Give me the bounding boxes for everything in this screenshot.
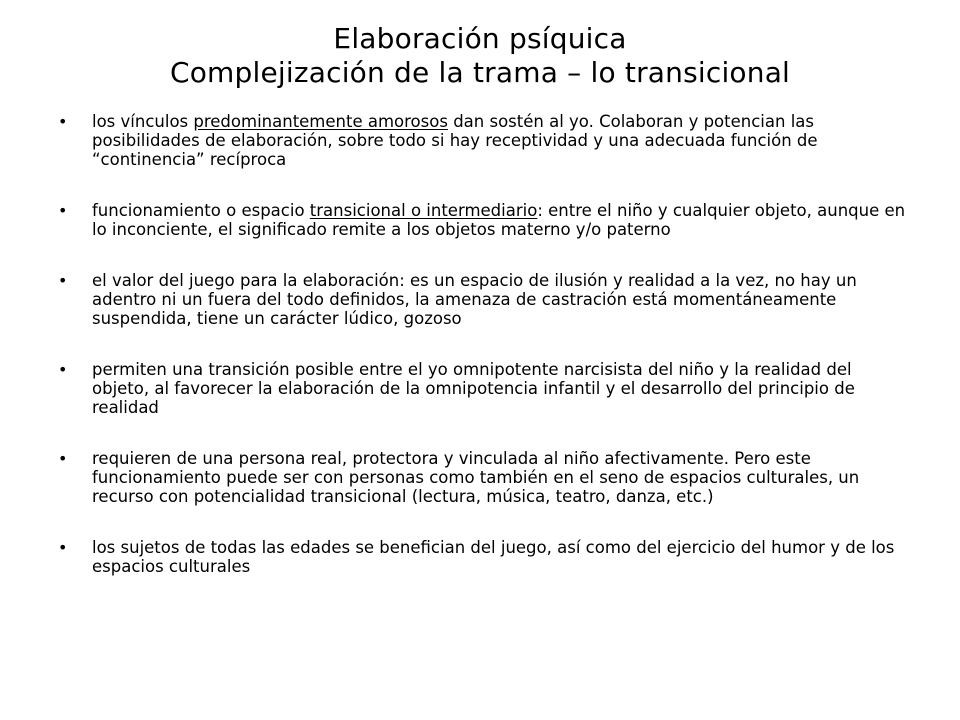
title-line-1: Elaboración psíquica (333, 22, 627, 55)
bullet-icon: • (58, 112, 68, 131)
bullet-item (58, 271, 908, 328)
bullet-text-underlined: transicional o intermediario (309, 201, 538, 220)
bullet-item (58, 449, 908, 506)
bullet-item (58, 112, 908, 169)
bullet-icon: • (58, 201, 68, 220)
bullet-list (58, 112, 908, 576)
bullet-text: permiten una transición posible entre el yo omnipotente narcisista del niño y la realidad del objeto, al favorecer la elaboración de la omnipotencia infantil y el desarrollo del principio de realidad (92, 360, 855, 417)
bullet-icon: • (58, 271, 68, 290)
bullet-item (58, 360, 908, 417)
bullet-text-post: dan sostén al yo. Colaboran y potencian las posibilidades de elaboración, sobre todo si hay receptividad y una adecuada función de “continencia” recíproca (92, 112, 818, 169)
bullet-text: los sujetos de todas las edades se benefician del juego, así como del ejercicio del humor y de los espacios culturales (92, 538, 895, 576)
title-line-2: Complejización de la trama – lo transicional (169, 56, 791, 89)
bullet-item (58, 538, 908, 576)
bullet-icon: • (58, 449, 68, 468)
bullet-text-pre: funcionamiento o espacio (92, 201, 310, 220)
bullet-icon: • (58, 538, 68, 557)
bullet-text-pre: los vínculos (92, 112, 194, 131)
slide-title (0, 22, 960, 90)
bullet-text-post: : entre el niño y cualquier objeto, aunque en lo inconciente, el significado remite a los objetos materno y/o paterno (92, 201, 906, 239)
bullet-text: requieren de una persona real, protectora y vinculada al niño afectivamente. Pero este funcionamiento puede ser con personas como también en el seno de espacios culturales, un recurso con potencialidad transicional (lectura, música, teatro, danza, etc.) (92, 449, 860, 506)
bullet-icon: • (58, 360, 68, 379)
bullet-text: el valor del juego para la elaboración: es un espacio de ilusión y realidad a la vez, no hay un adentro ni un fuera del todo definidos, la amenaza de castración está momentáneamente suspendida, tiene un carácter lúdico, gozoso (92, 271, 857, 328)
bullet-item (58, 201, 908, 239)
bullet-text-underlined: predominantemente amorosos (193, 112, 448, 131)
